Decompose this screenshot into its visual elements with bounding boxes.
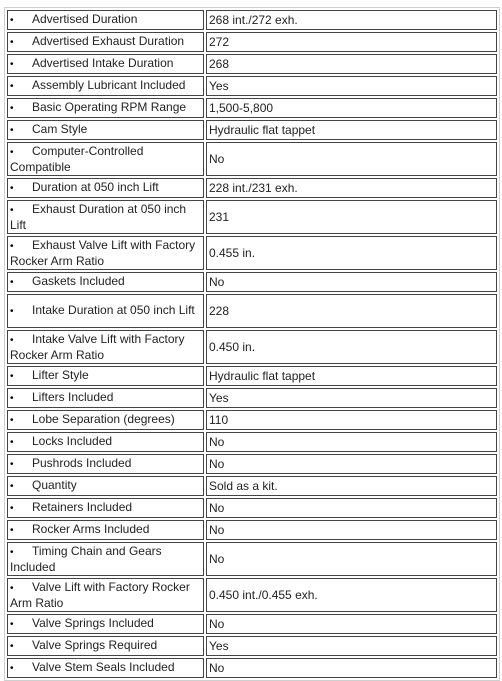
bullet-icon [10, 480, 32, 494]
spec-label-cell [7, 476, 204, 496]
spec-label-cell [7, 542, 204, 576]
spec-label-cell [7, 388, 204, 408]
spec-label: Lifters Included [32, 390, 114, 404]
spec-value-cell: 268 [206, 54, 497, 74]
spec-label: Intake Valve Lift with Factory Rocker Arm Ratio [10, 332, 185, 362]
table-row [7, 614, 497, 634]
spec-label-cell [7, 294, 204, 328]
spec-value-cell: No [206, 454, 497, 474]
table-row [7, 366, 497, 386]
spec-label: Advertised Intake Duration [32, 56, 174, 70]
table-row [7, 32, 497, 52]
spec-value-cell: Yes [206, 76, 497, 96]
table-row [7, 578, 497, 612]
spec-label-cell [7, 454, 204, 474]
spec-label: Rocker Arms Included [32, 522, 150, 536]
spec-value-cell: Hydraulic flat tappet [206, 366, 497, 386]
spec-value-cell: 231 [206, 200, 497, 234]
table-row [7, 476, 497, 496]
table-row [7, 432, 497, 452]
spec-label: Timing Chain and Gears Included [10, 544, 162, 574]
table-row [7, 636, 497, 656]
spec-label-cell [7, 272, 204, 292]
spec-value-cell: 0.450 in. [206, 330, 497, 364]
table-row [7, 498, 497, 518]
spec-value-cell: No [206, 498, 497, 518]
spec-value-cell: Yes [206, 636, 497, 656]
spec-value-cell: 1,500-5,800 [206, 98, 497, 118]
spec-label-cell [7, 410, 204, 430]
bullet-icon [10, 102, 32, 116]
table-row [7, 294, 497, 328]
bullet-icon [10, 146, 32, 160]
specifications-table-container [4, 7, 498, 681]
bullet-icon [10, 640, 32, 654]
spec-label-cell [7, 32, 204, 52]
spec-value-cell: 0.450 int./0.455 exh. [206, 578, 497, 612]
spec-label-cell [7, 498, 204, 518]
spec-value-cell: No [206, 542, 497, 576]
spec-label: Advertised Exhaust Duration [32, 34, 185, 48]
bullet-icon [10, 305, 32, 319]
spec-label: Retainers Included [32, 500, 133, 514]
table-row [7, 454, 497, 474]
spec-value-cell: No [206, 520, 497, 540]
bullet-icon [10, 662, 32, 676]
spec-label-cell [7, 76, 204, 96]
bullet-icon [10, 240, 32, 254]
spec-label: Pushrods Included [32, 456, 132, 470]
bullet-icon [10, 14, 32, 28]
bullet-icon [10, 618, 32, 632]
table-row [7, 410, 497, 430]
spec-label-cell [7, 520, 204, 540]
table-row [7, 520, 497, 540]
table-row [7, 76, 497, 96]
spec-label: Lobe Separation (degrees) [32, 412, 175, 426]
spec-label-cell [7, 636, 204, 656]
bullet-icon [10, 392, 32, 406]
spec-value-cell: 268 int./272 exh. [206, 10, 497, 30]
spec-label: Basic Operating RPM Range [32, 100, 187, 114]
spec-label: Intake Duration at 050 inch Lift [32, 303, 195, 317]
spec-value-cell: No [206, 432, 497, 452]
spec-label-cell [7, 658, 204, 678]
table-row [7, 542, 497, 576]
spec-label-cell [7, 236, 204, 270]
table-row [7, 120, 497, 140]
spec-value-cell: 272 [206, 32, 497, 52]
bullet-icon [10, 124, 32, 138]
bullet-icon [10, 436, 32, 450]
spec-value-cell: Hydraulic flat tappet [206, 120, 497, 140]
bullet-icon [10, 204, 32, 218]
bullet-icon [10, 502, 32, 516]
table-row [7, 178, 497, 198]
spec-label: Valve Springs Included [32, 616, 154, 630]
bullet-icon [10, 276, 32, 290]
spec-label-cell [7, 432, 204, 452]
table-row [7, 142, 497, 176]
spec-label: Gaskets Included [32, 274, 125, 288]
bullet-icon [10, 458, 32, 472]
spec-label: Quantity [32, 478, 77, 492]
bullet-icon [10, 524, 32, 538]
spec-label-cell [7, 200, 204, 234]
table-row [7, 98, 497, 118]
table-row [7, 54, 497, 74]
spec-label: Valve Stem Seals Included [32, 660, 175, 674]
spec-label: Valve Lift with Factory Rocker Arm Ratio [10, 580, 190, 610]
bullet-icon [10, 58, 32, 72]
bullet-icon [10, 80, 32, 94]
spec-label: Exhaust Valve Lift with Factory Rocker Arm Ratio [10, 238, 196, 268]
table-row [7, 236, 497, 270]
spec-label-cell [7, 54, 204, 74]
spec-label-cell [7, 578, 204, 612]
bullet-icon [10, 370, 32, 384]
spec-label: Locks Included [32, 434, 113, 448]
table-row [7, 658, 497, 678]
bullet-icon [10, 414, 32, 428]
spec-label: Cam Style [32, 122, 88, 136]
spec-value-cell: No [206, 658, 497, 678]
spec-value-cell: 228 [206, 294, 497, 328]
spec-value-cell: No [206, 614, 497, 634]
bullet-icon [10, 546, 32, 560]
spec-value-cell: 110 [206, 410, 497, 430]
spec-label-cell [7, 178, 204, 198]
spec-label-cell [7, 10, 204, 30]
spec-label-cell [7, 614, 204, 634]
spec-value-cell: 0.455 in. [206, 236, 497, 270]
spec-value-cell: Sold as a kit. [206, 476, 497, 496]
spec-label: Assembly Lubricant Included [32, 78, 186, 92]
spec-label: Lifter Style [32, 368, 89, 382]
spec-label-cell [7, 98, 204, 118]
spec-label: Computer-Controlled Compatible [10, 144, 144, 174]
bullet-icon [10, 36, 32, 50]
spec-label-cell [7, 120, 204, 140]
bullet-icon [10, 182, 32, 196]
table-row [7, 272, 497, 292]
table-row [7, 330, 497, 364]
table-row [7, 200, 497, 234]
spec-label: Exhaust Duration at 050 inch Lift [10, 202, 187, 232]
bullet-icon [10, 582, 32, 596]
spec-value-cell: No [206, 142, 497, 176]
spec-label: Valve Springs Required [32, 638, 158, 652]
specifications-table [4, 7, 500, 681]
table-row [7, 388, 497, 408]
spec-value-cell: 228 int./231 exh. [206, 178, 497, 198]
bullet-icon [10, 334, 32, 348]
spec-value-cell: Yes [206, 388, 497, 408]
spec-label-cell [7, 142, 204, 176]
spec-label-cell [7, 330, 204, 364]
spec-value-cell: No [206, 272, 497, 292]
spec-label: Advertised Duration [32, 12, 138, 26]
spec-label-cell [7, 366, 204, 386]
table-row [7, 10, 497, 30]
spec-label: Duration at 050 inch Lift [32, 180, 159, 194]
